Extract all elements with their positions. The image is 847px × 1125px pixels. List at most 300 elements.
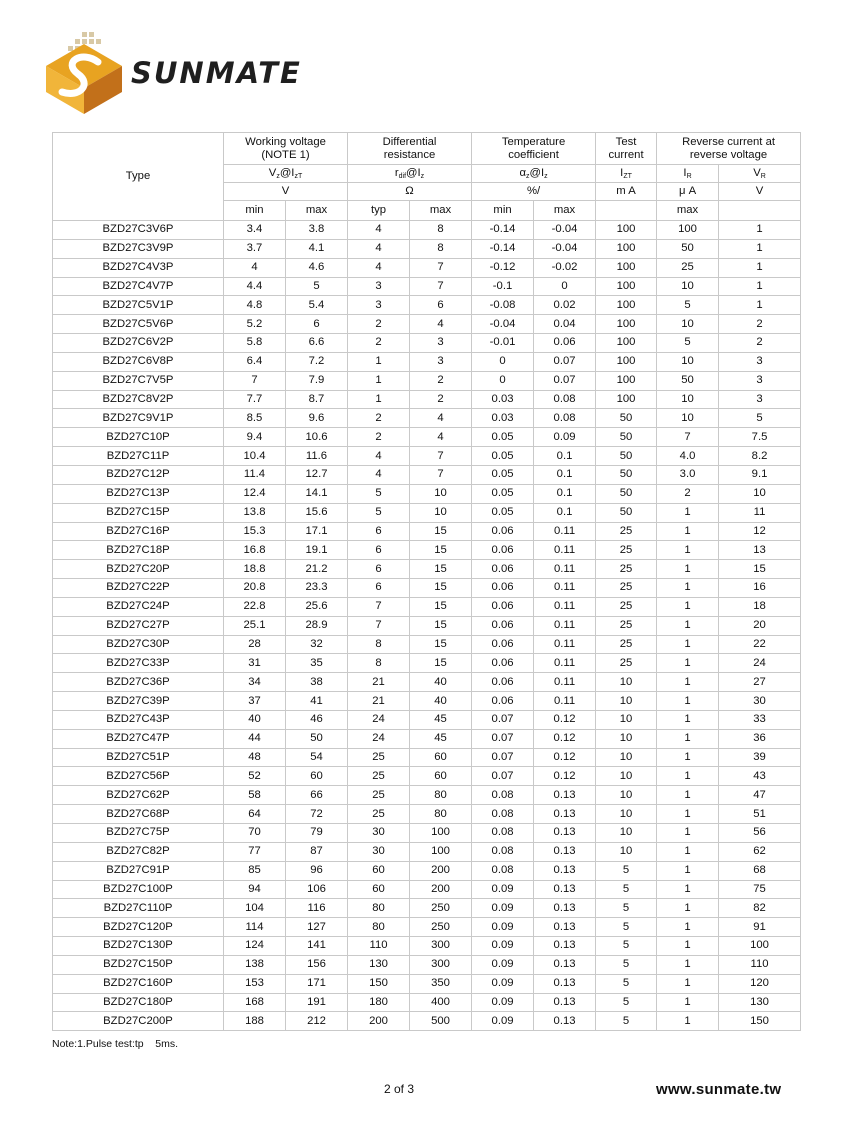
cell-alpha-max: 0.12 (534, 748, 596, 767)
cell-rdif-typ: 6 (348, 560, 410, 579)
cell-alpha-min: -0.14 (472, 239, 534, 258)
izt-blank-header (596, 201, 657, 221)
cell-vz-min: 5.2 (224, 315, 286, 334)
cell-vz-min: 153 (224, 974, 286, 993)
cell-alpha-max: 0.06 (534, 334, 596, 353)
cell-type: BZD27C22P (53, 579, 224, 598)
cell-vz-min: 13.8 (224, 503, 286, 522)
cell-vz-max: 41 (286, 692, 348, 711)
cell-rdif-typ: 24 (348, 729, 410, 748)
cell-vr: 12 (719, 522, 801, 541)
cell-type: BZD27C20P (53, 560, 224, 579)
table-row (53, 899, 801, 918)
cell-izt: 50 (596, 428, 657, 447)
table-row (53, 315, 801, 334)
cell-rdif-typ: 25 (348, 748, 410, 767)
cell-rdif-typ: 25 (348, 767, 410, 786)
cell-vr: 150 (719, 1012, 801, 1031)
cell-vz-max: 66 (286, 786, 348, 805)
cell-vz-min: 64 (224, 805, 286, 824)
cell-vz-min: 18.8 (224, 560, 286, 579)
cell-izt: 10 (596, 767, 657, 786)
cell-vz-min: 4.4 (224, 277, 286, 296)
cell-alpha-max: 0.08 (534, 409, 596, 428)
cell-type: BZD27C82P (53, 842, 224, 861)
cell-rdif-max: 4 (410, 428, 472, 447)
cell-vz-max: 191 (286, 993, 348, 1012)
cell-ir-max: 1 (657, 842, 719, 861)
cell-alpha-min: 0 (472, 371, 534, 390)
cell-vz-min: 31 (224, 654, 286, 673)
cell-alpha-max: 0.11 (534, 522, 596, 541)
cell-izt: 25 (596, 579, 657, 598)
cell-izt: 25 (596, 522, 657, 541)
cell-type: BZD27C110P (53, 899, 224, 918)
cell-vr: 3 (719, 390, 801, 409)
cell-alpha-min: 0.09 (472, 955, 534, 974)
cell-alpha-min: -0.01 (472, 334, 534, 353)
cell-alpha-min: 0.09 (472, 918, 534, 937)
cell-rdif-typ: 25 (348, 786, 410, 805)
cell-ir-max: 1 (657, 616, 719, 635)
cell-vz-min: 10.4 (224, 447, 286, 466)
cell-ir-max: 1 (657, 824, 719, 843)
cell-izt: 100 (596, 277, 657, 296)
cell-izt: 5 (596, 993, 657, 1012)
cell-alpha-min: 0.05 (472, 503, 534, 522)
table-row (53, 560, 801, 579)
cell-ir-max: 1 (657, 955, 719, 974)
table-row (53, 579, 801, 598)
cell-alpha-max: 0.13 (534, 880, 596, 899)
cell-ir-max: 10 (657, 352, 719, 371)
cell-vz-min: 3.4 (224, 221, 286, 240)
vr-symbol: $V_R$ (719, 165, 801, 183)
cell-izt: 10 (596, 748, 657, 767)
cell-rdif-typ: 130 (348, 955, 410, 974)
table-row (53, 786, 801, 805)
cell-vz-max: 14.1 (286, 484, 348, 503)
cell-type: BZD27C3V9P (53, 239, 224, 258)
cell-type: BZD27C30P (53, 635, 224, 654)
cell-ir-max: 7 (657, 428, 719, 447)
cell-type: BZD27C9V1P (53, 409, 224, 428)
cell-vr: 100 (719, 937, 801, 956)
cell-rdif-max: 15 (410, 541, 472, 560)
cell-vr: 18 (719, 597, 801, 616)
cell-rdif-typ: 4 (348, 258, 410, 277)
unit-milliamp: m A (596, 183, 657, 201)
cell-izt: 100 (596, 390, 657, 409)
cell-alpha-min: 0.09 (472, 1012, 534, 1031)
cell-vz-min: 114 (224, 918, 286, 937)
table-row (53, 635, 801, 654)
cell-alpha-max: 0.1 (534, 503, 596, 522)
cell-rdif-typ: 4 (348, 465, 410, 484)
cell-vz-max: 25.6 (286, 597, 348, 616)
cell-alpha-min: -0.14 (472, 221, 534, 240)
cell-izt: 50 (596, 447, 657, 466)
type-header: Type (53, 133, 224, 221)
table-row (53, 842, 801, 861)
cell-vz-min: 37 (224, 692, 286, 711)
cell-alpha-min: 0.09 (472, 899, 534, 918)
cell-rdif-max: 45 (410, 710, 472, 729)
cell-rdif-typ: 80 (348, 918, 410, 937)
cell-alpha-max: 0.11 (534, 579, 596, 598)
cell-rdif-typ: 2 (348, 428, 410, 447)
cell-vr: 11 (719, 503, 801, 522)
cell-ir-max: 5 (657, 296, 719, 315)
cell-vz-max: 212 (286, 1012, 348, 1031)
cell-rdif-max: 2 (410, 371, 472, 390)
cell-izt: 50 (596, 409, 657, 428)
cell-vz-min: 70 (224, 824, 286, 843)
cell-vz-min: 4.8 (224, 296, 286, 315)
cell-type: BZD27C13P (53, 484, 224, 503)
cell-rdif-typ: 2 (348, 315, 410, 334)
cell-vz-min: 5.8 (224, 334, 286, 353)
cell-alpha-max: 0.11 (534, 692, 596, 711)
cell-rdif-max: 80 (410, 805, 472, 824)
cell-rdif-typ: 6 (348, 541, 410, 560)
cell-type: BZD27C12P (53, 465, 224, 484)
alpha-min-header: min (472, 201, 534, 221)
cell-vr: 3 (719, 352, 801, 371)
pulse-test-note: Note:1.Pulse test:tp 5ms. (52, 1038, 179, 1050)
alpha-max-header: max (534, 201, 596, 221)
vr-blank-header (719, 201, 801, 221)
cell-alpha-max: 0.07 (534, 371, 596, 390)
cell-ir-max: 25 (657, 258, 719, 277)
cell-vr: 10 (719, 484, 801, 503)
logo-emblem-icon (38, 28, 130, 118)
cell-ir-max: 1 (657, 974, 719, 993)
cell-alpha-min: 0.06 (472, 654, 534, 673)
cell-izt: 100 (596, 221, 657, 240)
cell-alpha-min: 0.05 (472, 484, 534, 503)
table-row (53, 352, 801, 371)
cell-izt: 50 (596, 503, 657, 522)
cell-rdif-max: 4 (410, 315, 472, 334)
cell-vr: 43 (719, 767, 801, 786)
cell-vz-min: 85 (224, 861, 286, 880)
cell-ir-max: 2 (657, 484, 719, 503)
table-row (53, 861, 801, 880)
cell-izt: 25 (596, 616, 657, 635)
cell-izt: 100 (596, 352, 657, 371)
cell-rdif-max: 250 (410, 899, 472, 918)
cell-vz-max: 106 (286, 880, 348, 899)
cell-alpha-min: -0.12 (472, 258, 534, 277)
cell-vz-max: 127 (286, 918, 348, 937)
cell-alpha-min: 0.08 (472, 861, 534, 880)
cell-type: BZD27C150P (53, 955, 224, 974)
cell-type: BZD27C130P (53, 937, 224, 956)
cell-rdif-max: 8 (410, 239, 472, 258)
cell-ir-max: 10 (657, 409, 719, 428)
table-row (53, 296, 801, 315)
cell-rdif-typ: 7 (348, 597, 410, 616)
cell-alpha-min: 0.09 (472, 880, 534, 899)
cell-izt: 100 (596, 296, 657, 315)
unit-reverse-voltage: V (719, 183, 801, 201)
unit-ohm: Ω (348, 183, 472, 201)
cell-rdif-max: 500 (410, 1012, 472, 1031)
cell-rdif-max: 100 (410, 824, 472, 843)
unit-percent: %/ (472, 183, 596, 201)
cell-alpha-min: 0.07 (472, 710, 534, 729)
table-row (53, 465, 801, 484)
table-row (53, 692, 801, 711)
vz-max-header: max (286, 201, 348, 221)
cell-izt: 10 (596, 710, 657, 729)
cell-alpha-max: 0.11 (534, 654, 596, 673)
ir-max-header: max (657, 201, 719, 221)
cell-alpha-min: -0.08 (472, 296, 534, 315)
cell-rdif-typ: 6 (348, 579, 410, 598)
cell-ir-max: 1 (657, 710, 719, 729)
table-row (53, 974, 801, 993)
vz-symbol: $V_z@I_{zT}$ (224, 165, 348, 183)
cell-alpha-min: 0.03 (472, 409, 534, 428)
table-row (53, 390, 801, 409)
cell-rdif-max: 60 (410, 767, 472, 786)
cell-ir-max: 1 (657, 805, 719, 824)
cell-vr: 2 (719, 315, 801, 334)
cell-rdif-typ: 25 (348, 805, 410, 824)
cell-izt: 100 (596, 239, 657, 258)
table-row (53, 503, 801, 522)
cell-type: BZD27C7V5P (53, 371, 224, 390)
cell-rdif-typ: 1 (348, 390, 410, 409)
cell-alpha-min: 0.07 (472, 748, 534, 767)
cell-alpha-min: 0.06 (472, 635, 534, 654)
cell-rdif-max: 80 (410, 786, 472, 805)
cell-vz-min: 11.4 (224, 465, 286, 484)
cell-rdif-max: 15 (410, 560, 472, 579)
cell-vr: 1 (719, 239, 801, 258)
cell-vr: 51 (719, 805, 801, 824)
cell-ir-max: 1 (657, 522, 719, 541)
cell-rdif-max: 8 (410, 221, 472, 240)
cell-vr: 16 (719, 579, 801, 598)
cell-vz-max: 15.6 (286, 503, 348, 522)
cell-vz-max: 79 (286, 824, 348, 843)
cell-vz-max: 9.6 (286, 409, 348, 428)
cell-vr: 39 (719, 748, 801, 767)
cell-alpha-max: 0.13 (534, 937, 596, 956)
unit-voltage: V (224, 183, 348, 201)
cell-izt: 5 (596, 937, 657, 956)
cell-alpha-min: 0.06 (472, 522, 534, 541)
cell-vr: 47 (719, 786, 801, 805)
cell-alpha-max: 0.07 (534, 352, 596, 371)
cell-rdif-typ: 180 (348, 993, 410, 1012)
cell-type: BZD27C27P (53, 616, 224, 635)
vz-min-header: min (224, 201, 286, 221)
cell-rdif-typ: 200 (348, 1012, 410, 1031)
working-voltage-header: Working voltage (NOTE 1) (224, 133, 348, 165)
cell-alpha-max: 0.11 (534, 597, 596, 616)
cell-type: BZD27C10P (53, 428, 224, 447)
cell-rdif-typ: 1 (348, 352, 410, 371)
cell-alpha-max: 0.09 (534, 428, 596, 447)
cell-alpha-min: 0.06 (472, 560, 534, 579)
cell-vz-min: 7.7 (224, 390, 286, 409)
cell-vz-max: 60 (286, 767, 348, 786)
cell-alpha-max: 0.11 (534, 673, 596, 692)
cell-ir-max: 1 (657, 503, 719, 522)
test-current-header: Test current (596, 133, 657, 165)
cell-rdif-max: 60 (410, 748, 472, 767)
table-row (53, 710, 801, 729)
cell-vz-max: 87 (286, 842, 348, 861)
cell-ir-max: 10 (657, 315, 719, 334)
cell-type: BZD27C120P (53, 918, 224, 937)
table-row (53, 258, 801, 277)
cell-izt: 5 (596, 880, 657, 899)
cell-rdif-typ: 4 (348, 447, 410, 466)
cell-rdif-max: 45 (410, 729, 472, 748)
cell-type: BZD27C6V8P (53, 352, 224, 371)
cell-vr: 3 (719, 371, 801, 390)
cell-vr: 1 (719, 296, 801, 315)
cell-ir-max: 1 (657, 579, 719, 598)
cell-rdif-typ: 60 (348, 880, 410, 899)
table-row (53, 522, 801, 541)
cell-izt: 10 (596, 805, 657, 824)
rdif-symbol: $r_{dif}@I_z$ (348, 165, 472, 183)
cell-rdif-max: 4 (410, 409, 472, 428)
table-row (53, 880, 801, 899)
cell-type: BZD27C56P (53, 767, 224, 786)
cell-type: BZD27C4V7P (53, 277, 224, 296)
cell-alpha-max: 0.13 (534, 993, 596, 1012)
cell-vr: 5 (719, 409, 801, 428)
cell-alpha-min: 0.06 (472, 579, 534, 598)
cell-rdif-typ: 4 (348, 239, 410, 258)
cell-rdif-typ: 3 (348, 277, 410, 296)
cell-rdif-typ: 60 (348, 861, 410, 880)
cell-vz-max: 46 (286, 710, 348, 729)
cell-vr: 56 (719, 824, 801, 843)
cell-alpha-max: 0.12 (534, 729, 596, 748)
cell-rdif-typ: 30 (348, 842, 410, 861)
cell-ir-max: 1 (657, 541, 719, 560)
table-row (53, 371, 801, 390)
cell-vz-min: 138 (224, 955, 286, 974)
cell-type: BZD27C33P (53, 654, 224, 673)
cell-vr: 120 (719, 974, 801, 993)
cell-rdif-max: 7 (410, 258, 472, 277)
cell-type: BZD27C91P (53, 861, 224, 880)
cell-type: BZD27C6V2P (53, 334, 224, 353)
cell-vr: 9.1 (719, 465, 801, 484)
cell-ir-max: 1 (657, 692, 719, 711)
cell-ir-max: 1 (657, 635, 719, 654)
cell-type: BZD27C39P (53, 692, 224, 711)
cell-izt: 25 (596, 654, 657, 673)
cell-ir-max: 50 (657, 371, 719, 390)
cell-rdif-typ: 7 (348, 616, 410, 635)
cell-rdif-typ: 21 (348, 673, 410, 692)
cell-vz-min: 8.5 (224, 409, 286, 428)
cell-vr: 62 (719, 842, 801, 861)
cell-alpha-min: 0.09 (472, 937, 534, 956)
cell-vz-min: 3.7 (224, 239, 286, 258)
cell-vr: 13 (719, 541, 801, 560)
cell-alpha-min: 0 (472, 352, 534, 371)
cell-rdif-max: 15 (410, 654, 472, 673)
cell-vz-min: 124 (224, 937, 286, 956)
cell-alpha-min: 0.06 (472, 616, 534, 635)
cell-rdif-max: 300 (410, 937, 472, 956)
cell-alpha-min: 0.05 (472, 428, 534, 447)
cell-alpha-min: 0.06 (472, 692, 534, 711)
cell-rdif-typ: 3 (348, 296, 410, 315)
cell-vz-max: 7.9 (286, 371, 348, 390)
cell-alpha-max: 0.13 (534, 899, 596, 918)
cell-vz-min: 6.4 (224, 352, 286, 371)
cell-vr: 110 (719, 955, 801, 974)
cell-rdif-typ: 6 (348, 522, 410, 541)
cell-rdif-max: 40 (410, 692, 472, 711)
table-row (53, 277, 801, 296)
reverse-current-header: Reverse current at reverse voltage (657, 133, 801, 165)
cell-vz-max: 6.6 (286, 334, 348, 353)
cell-ir-max: 1 (657, 899, 719, 918)
cell-alpha-min: 0.08 (472, 824, 534, 843)
cell-izt: 5 (596, 861, 657, 880)
cell-alpha-max: 0.13 (534, 824, 596, 843)
cell-type: BZD27C62P (53, 786, 224, 805)
cell-vr: 130 (719, 993, 801, 1012)
cell-vz-min: 48 (224, 748, 286, 767)
cell-vz-max: 17.1 (286, 522, 348, 541)
table-row (53, 616, 801, 635)
cell-alpha-min: 0.06 (472, 597, 534, 616)
cell-ir-max: 1 (657, 937, 719, 956)
cell-vz-max: 21.2 (286, 560, 348, 579)
cell-vz-min: 22.8 (224, 597, 286, 616)
cell-rdif-max: 350 (410, 974, 472, 993)
differential-resistance-header: Differential resistance (348, 133, 472, 165)
cell-vz-min: 34 (224, 673, 286, 692)
cell-vz-max: 23.3 (286, 579, 348, 598)
cell-type: BZD27C51P (53, 748, 224, 767)
temperature-coefficient-header: Temperature coefficient (472, 133, 596, 165)
cell-alpha-max: 0.12 (534, 767, 596, 786)
cell-rdif-typ: 2 (348, 334, 410, 353)
cell-type: BZD27C8V2P (53, 390, 224, 409)
cell-type: BZD27C180P (53, 993, 224, 1012)
table-row (53, 993, 801, 1012)
cell-rdif-max: 10 (410, 503, 472, 522)
cell-rdif-typ: 80 (348, 899, 410, 918)
cell-type: BZD27C5V1P (53, 296, 224, 315)
cell-rdif-max: 15 (410, 579, 472, 598)
cell-ir-max: 3.0 (657, 465, 719, 484)
cell-ir-max: 1 (657, 880, 719, 899)
cell-type: BZD27C100P (53, 880, 224, 899)
cell-alpha-min: 0.06 (472, 541, 534, 560)
cell-alpha-min: 0.06 (472, 673, 534, 692)
cell-alpha-max: -0.04 (534, 239, 596, 258)
table-row (53, 597, 801, 616)
cell-izt: 10 (596, 673, 657, 692)
table-row (53, 729, 801, 748)
